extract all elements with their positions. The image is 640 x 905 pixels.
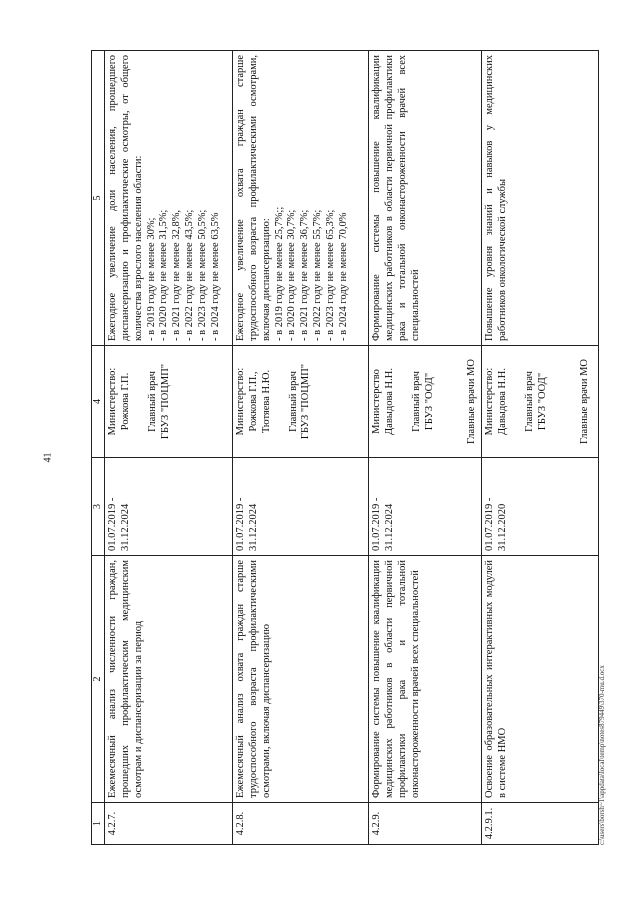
row-number: 4.2.8. xyxy=(233,803,369,845)
responsible-line: Министерство: xyxy=(235,367,247,436)
footer-file-path: c:\users\borsh~1\appdata\local\temp\notes879449\370-mu.d.ocx xyxy=(598,665,606,845)
result-item: - в 2020 году не менее 30,7%; xyxy=(286,209,298,341)
responsible-line: Главный врач xyxy=(523,371,535,432)
header-col-5: 5 xyxy=(92,51,105,346)
result-item: - в 2023 году не менее 50,5%; xyxy=(196,209,208,341)
plan-table xyxy=(91,50,599,845)
page-number: 41 xyxy=(42,452,54,463)
period-cell: 01.07.2019 - 31.12.2024 xyxy=(369,458,482,556)
responsible-line: Главный врач xyxy=(146,371,158,432)
result-list xyxy=(146,55,223,341)
result-cell xyxy=(369,51,482,346)
period-cell: 01.07.2019 - 31.12.2024 xyxy=(233,458,369,556)
result-item: - в 2024 году не менее 63,5% xyxy=(209,212,221,341)
period-cell: 01.07.2019 - 31.12.2024 xyxy=(105,458,233,556)
row-number: 4.2.9.1. xyxy=(482,803,599,845)
responsible-cell xyxy=(105,346,233,458)
row-number: 4.2.7. xyxy=(105,803,233,845)
result-item: - в 2022 году не менее 43,5%; xyxy=(183,209,195,341)
result-intro: Ежегодное увеличение доли населения, прошедшего диспансеризацию и профилактические осмотры, от общего количества взрослого населения области: xyxy=(107,55,144,341)
responsible-mo: Главные врачи МО xyxy=(579,359,591,444)
responsible-line: Главный врач xyxy=(287,371,299,432)
responsible-line: Рожкова Г.П., xyxy=(247,371,259,432)
result-item: - в 2023 году не менее 65,3%; xyxy=(324,209,336,341)
responsible-mo: Главные врачи МО xyxy=(466,359,478,444)
result-item: - в 2021 году не менее 32,8%, xyxy=(171,209,183,341)
table-row xyxy=(233,51,369,845)
table-row xyxy=(105,51,233,845)
responsible-line: ГБУЗ "ООД" xyxy=(423,372,435,431)
header-row xyxy=(92,51,105,845)
result-intro: Ежегодное увеличение охвата граждан старше трудоспособного возраста профилактическими осмотрами, включая диспансеризацию: xyxy=(235,55,272,341)
measure-cell: Формирование системы повышение квалификации медицинских работников в области первичной профилактики рака и тотальной онконастороженности врачей всех специальностей xyxy=(369,556,482,803)
period-cell: 01.07.2019 - 31.12.2020 xyxy=(482,458,599,556)
responsible-line: Давыдова Н.Н. xyxy=(383,368,395,435)
result-item: - в 2020 году не менее 31,5%; xyxy=(158,209,170,341)
responsible-line: ГБУЗ "ООД" xyxy=(536,372,548,431)
header-col-4: 4 xyxy=(92,346,105,458)
header-col-2: 2 xyxy=(92,556,105,803)
result-cell xyxy=(105,51,233,346)
measure-cell: Ежемесячный анализ численности граждан, прошедших профилактическим медицинским осмотрам и диспансеризации за период xyxy=(105,556,233,803)
result-item: - в 2022 году не менее 55,7%; xyxy=(311,209,323,341)
responsible-line: Давыдова Н.Н. xyxy=(496,368,508,435)
result-list xyxy=(274,55,351,341)
responsible-line: ГБУЗ "ПОЦМП" xyxy=(159,363,171,440)
result-intro: Формирование системы повышение квалификации медицинских работников в области первичной профилактики рака и тотальной онконастороженности врачей всех специальностей xyxy=(371,55,421,341)
result-item: - в 2019 году не менее 25,7%;; xyxy=(273,206,285,341)
responsible-line: Министерство xyxy=(371,369,383,434)
responsible-line: Главный врач xyxy=(410,371,422,432)
result-intro: Повышение уровня знаний и навыков у медицинских работников онкологической службы xyxy=(484,55,508,341)
responsible-cell xyxy=(233,346,369,458)
result-cell xyxy=(233,51,369,346)
responsible-cell xyxy=(369,346,482,458)
row-number: 4.2.9. xyxy=(369,803,482,845)
responsible-line: Рожкова Г.П. xyxy=(119,372,131,431)
responsible-line: Министерство: xyxy=(107,367,119,436)
result-cell xyxy=(482,51,599,346)
table-row xyxy=(369,51,482,845)
result-item: - в 2024 году не менее 70,0% xyxy=(337,212,349,341)
result-item: - в 2019 году не менее 30%; xyxy=(145,217,157,341)
header-col-3: 3 xyxy=(92,458,105,556)
measure-cell: Ежемесячный анализ охвата граждан старше трудоспособного возраста профилактическими осмотрами, включая диспансеризацию xyxy=(233,556,369,803)
responsible-cell xyxy=(482,346,599,458)
measure-cell: Освоение образовательных интерактивных модулей в системе НМО xyxy=(482,556,599,803)
rotated-table-sheet xyxy=(91,50,599,845)
result-item: - в 2021 году не менее 36,7%; xyxy=(299,209,311,341)
responsible-line: Тютяева Н.Ю. xyxy=(260,369,272,434)
responsible-line: ГБУЗ "ПОЦМП" xyxy=(300,363,312,440)
table-row xyxy=(482,51,599,845)
header-col-1: 1 xyxy=(92,803,105,845)
responsible-line: Министерство: xyxy=(484,367,496,436)
